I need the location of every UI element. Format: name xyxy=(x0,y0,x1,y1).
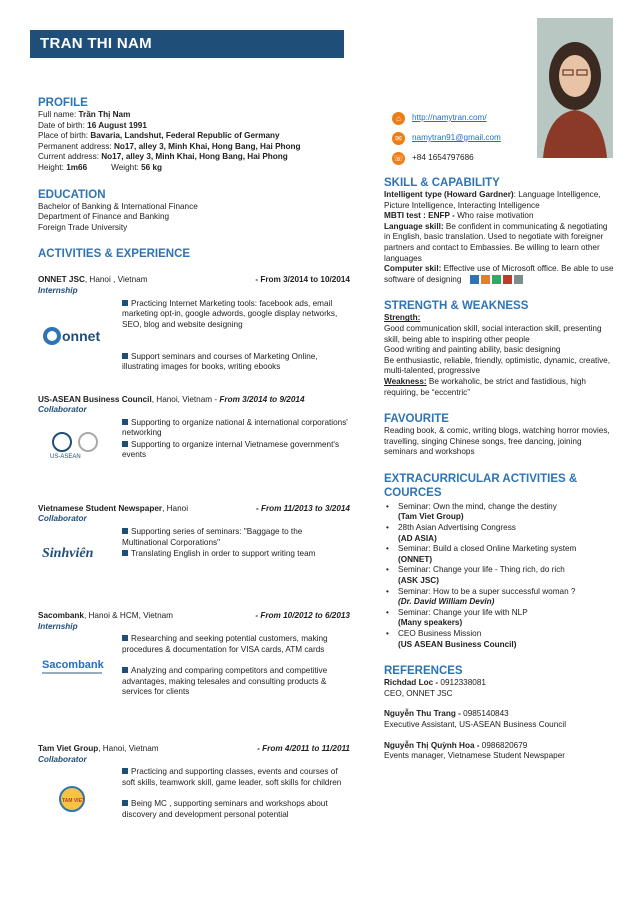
excel-icon xyxy=(492,275,501,284)
home-icon: ⌂ xyxy=(392,112,405,125)
strength-line: Good communication skill, social interaction skill, presenting skill, being able to inspiring other people xyxy=(384,323,602,344)
job-entry: Sacombank, Hanoi & HCM, Vietnam - From 10/2012 to 6/2013 Internship Sacombank Researching and seeking potential customers, making procedures & documentation for VISA cards, ATM cards Analyzing and comparing competitors and competitive advantages, making telesales and consulting products & services for clients xyxy=(38,610,350,697)
reference-entry: Nguyễn Thu Trang - 0985140843 Executive Assistant, US-ASEAN Business Council xyxy=(384,709,567,729)
ai-icon xyxy=(481,275,490,284)
website-link[interactable]: http://namytran.com/ xyxy=(412,112,487,122)
svg-text:US-ASEAN: US-ASEAN xyxy=(50,453,81,460)
email-link[interactable]: namytran91@gmail.com xyxy=(412,132,501,142)
list-item: • 28th Asian Advertising Congress (AD ASIA) xyxy=(384,523,614,544)
software-icons xyxy=(470,275,523,284)
profile-heading: PROFILE xyxy=(38,97,88,109)
tam-viet-logo xyxy=(40,785,112,815)
education-line: Foreign Trade University xyxy=(38,222,128,232)
skills-heading: SKILL & CAPABILITY xyxy=(384,177,500,189)
education-line: Bachelor of Banking & International Finance xyxy=(38,201,198,211)
list-item: • Seminar: Change your life with NLP (Many speakers) xyxy=(384,608,614,629)
profile-row: Current address: No17, alley 3, Minh Khai, Hong Bang, Hai Phong xyxy=(38,152,288,162)
education-line: Department of Finance and Banking xyxy=(38,212,170,222)
list-item: • Seminar: How to be a super successful woman ? (Dr. David William Devin) xyxy=(384,587,614,608)
bullet-icon xyxy=(122,441,128,447)
left-column xyxy=(38,96,350,851)
onnet-logo xyxy=(40,321,112,351)
profile-row: Date of birth: 16 August 1991 xyxy=(38,120,147,130)
right-column xyxy=(384,176,614,762)
education-heading: EDUCATION xyxy=(38,188,106,201)
reference-entry: Richdad Loc - 0912338081 CEO, ONNET JSC xyxy=(384,678,486,698)
bullet-icon xyxy=(122,635,128,641)
favourite-text: Reading book, & comic, writing blogs, watching horror movies, travelling, singing Chinese songs, free dancing, joining seminars and workshops xyxy=(384,426,610,457)
strength-label: Strength: xyxy=(384,313,421,323)
skill-item: Computer skil: Effective use of Microsoft office. Be able to use software of designing xyxy=(384,264,614,284)
email-icon: ✉ xyxy=(392,132,405,145)
name-banner: TRAN THI NAM xyxy=(30,30,344,58)
svg-text:Sacombank: Sacombank xyxy=(42,659,104,672)
skill-item: MBTI test : ENFP - Who raise motivation xyxy=(384,211,534,221)
extra-heading: EXTRACURRICULAR ACTIVITIES & COURCES xyxy=(384,472,578,499)
activities-heading: ACTIVITIES & EXPERIENCE xyxy=(38,248,191,261)
extra-list xyxy=(384,502,614,650)
phone-text: +84 1654797686 xyxy=(412,152,474,162)
phone-icon: ☏ xyxy=(393,153,404,163)
reference-entry: Nguyễn Thị Quỳnh Hoa - 0986820679 Events manager, Vietnamese Student Newspaper xyxy=(384,740,565,761)
profile-row: Permanent address: No17, alley 3, Minh Khai, Hong Bang, Hai Phong xyxy=(38,141,301,151)
contact-block xyxy=(392,108,501,168)
ps-icon xyxy=(470,275,479,284)
sacombank-logo xyxy=(40,652,112,682)
job-entry: Tam Viet Group, Hanoi, Vietnam - From 4/2011 to 11/2011 Collaborator TAM VIET Practicing and supporting classes, events and courses of soft skills, teamwork skill, game leader, soft skills for children Being MC , supporting seminars and workshops about discovery and development personal potential xyxy=(38,744,350,819)
profile-photo xyxy=(537,18,613,158)
strength-heading: STRENGTH & WEAKNESS xyxy=(384,300,529,313)
bullet-icon xyxy=(122,550,128,556)
svg-text:onnet: onnet xyxy=(62,327,101,344)
skill-item: Intelligent type (Howard Gardner): Language Intelligence, Picture Intelligence, Interacting Intelligence xyxy=(384,190,601,210)
svg-text:Sinhviên: Sinhviên xyxy=(42,545,94,561)
paint-icon xyxy=(514,275,523,284)
bullet-icon xyxy=(122,768,128,774)
profile-row: Height: 1m66 Weight: 56 kg xyxy=(38,162,162,172)
bullet-icon xyxy=(122,353,128,359)
sinhvien-logo xyxy=(40,537,112,567)
strength-line: Be enthusiastic, reliable, friendly, optimistic, dynamic, creative, multi-talented, progressive xyxy=(384,355,611,376)
job-entry: ONNET JSC, Hanoi , Vietnam - From 3/2014 to 10/2014 Internship onnet Practicing Internet Marketing tools: facebook ads, email marketing opt-in, google adwords, google display networks, SEO, blog and website designing Support seminars and courses of Marketing Online, illustrating images for books, writing ebooks xyxy=(38,275,350,372)
bullet-icon xyxy=(122,528,128,534)
ppt-icon xyxy=(503,275,512,284)
list-item: • Seminar: Build a closed Online Marketing system (ONNET) xyxy=(384,544,614,565)
profile-row: Full name: Trần Thị Nam xyxy=(38,110,131,119)
references-heading: REFERENCES xyxy=(384,665,463,678)
job-entry: Vietnamese Student Newspaper, Hanoi - From 11/2013 to 3/2014 Collaborator Sinhviên Supporting series of seminars: "Baggage to the Multinational Corporations" Translating English in order to support writing team xyxy=(38,504,350,597)
bullet-icon xyxy=(122,300,128,306)
bullet-icon xyxy=(122,419,128,425)
bullet-icon xyxy=(122,800,128,806)
svg-text:TAM VIET: TAM VIET xyxy=(62,798,85,805)
weakness-line: Weakness: Be workaholic, be strict and fastidious, high requiring, be “eccentric” xyxy=(384,376,586,397)
list-item: • CEO Business Mission (US ASEAN Business Council) xyxy=(384,629,614,650)
strength-line: Good writing and painting ability, basic designing xyxy=(384,345,561,355)
us-asean-logo xyxy=(40,430,112,460)
profile-row: Place of birth: Bavaria, Landshut, Federal Republic of Germany xyxy=(38,131,280,141)
job-entry: US-ASEAN Business Council, Hanoi, Vietnam - From 3/2014 to 9/2014 Collaborator US-ASEAN Supporting to organize national & international corporations' networking Supporting to organize internal Vietnamese government's events xyxy=(38,394,348,460)
list-item: • Seminar: Change your life - Thing rich, do rich (ASK JSC) xyxy=(384,565,614,586)
bullet-icon xyxy=(122,667,128,673)
job-role: Internship xyxy=(38,285,78,295)
list-item: • Seminar: Own the mind, change the destiny (Tam Viet Group) xyxy=(384,502,614,523)
favourite-heading: FAVOURITE xyxy=(384,413,449,426)
skill-item: Language skill: Be confident in communicating & negotiating in English, basic translation. Used to negotiate with foreigner partners and contact to Embassies. Be willing to learn other languages xyxy=(384,221,608,263)
